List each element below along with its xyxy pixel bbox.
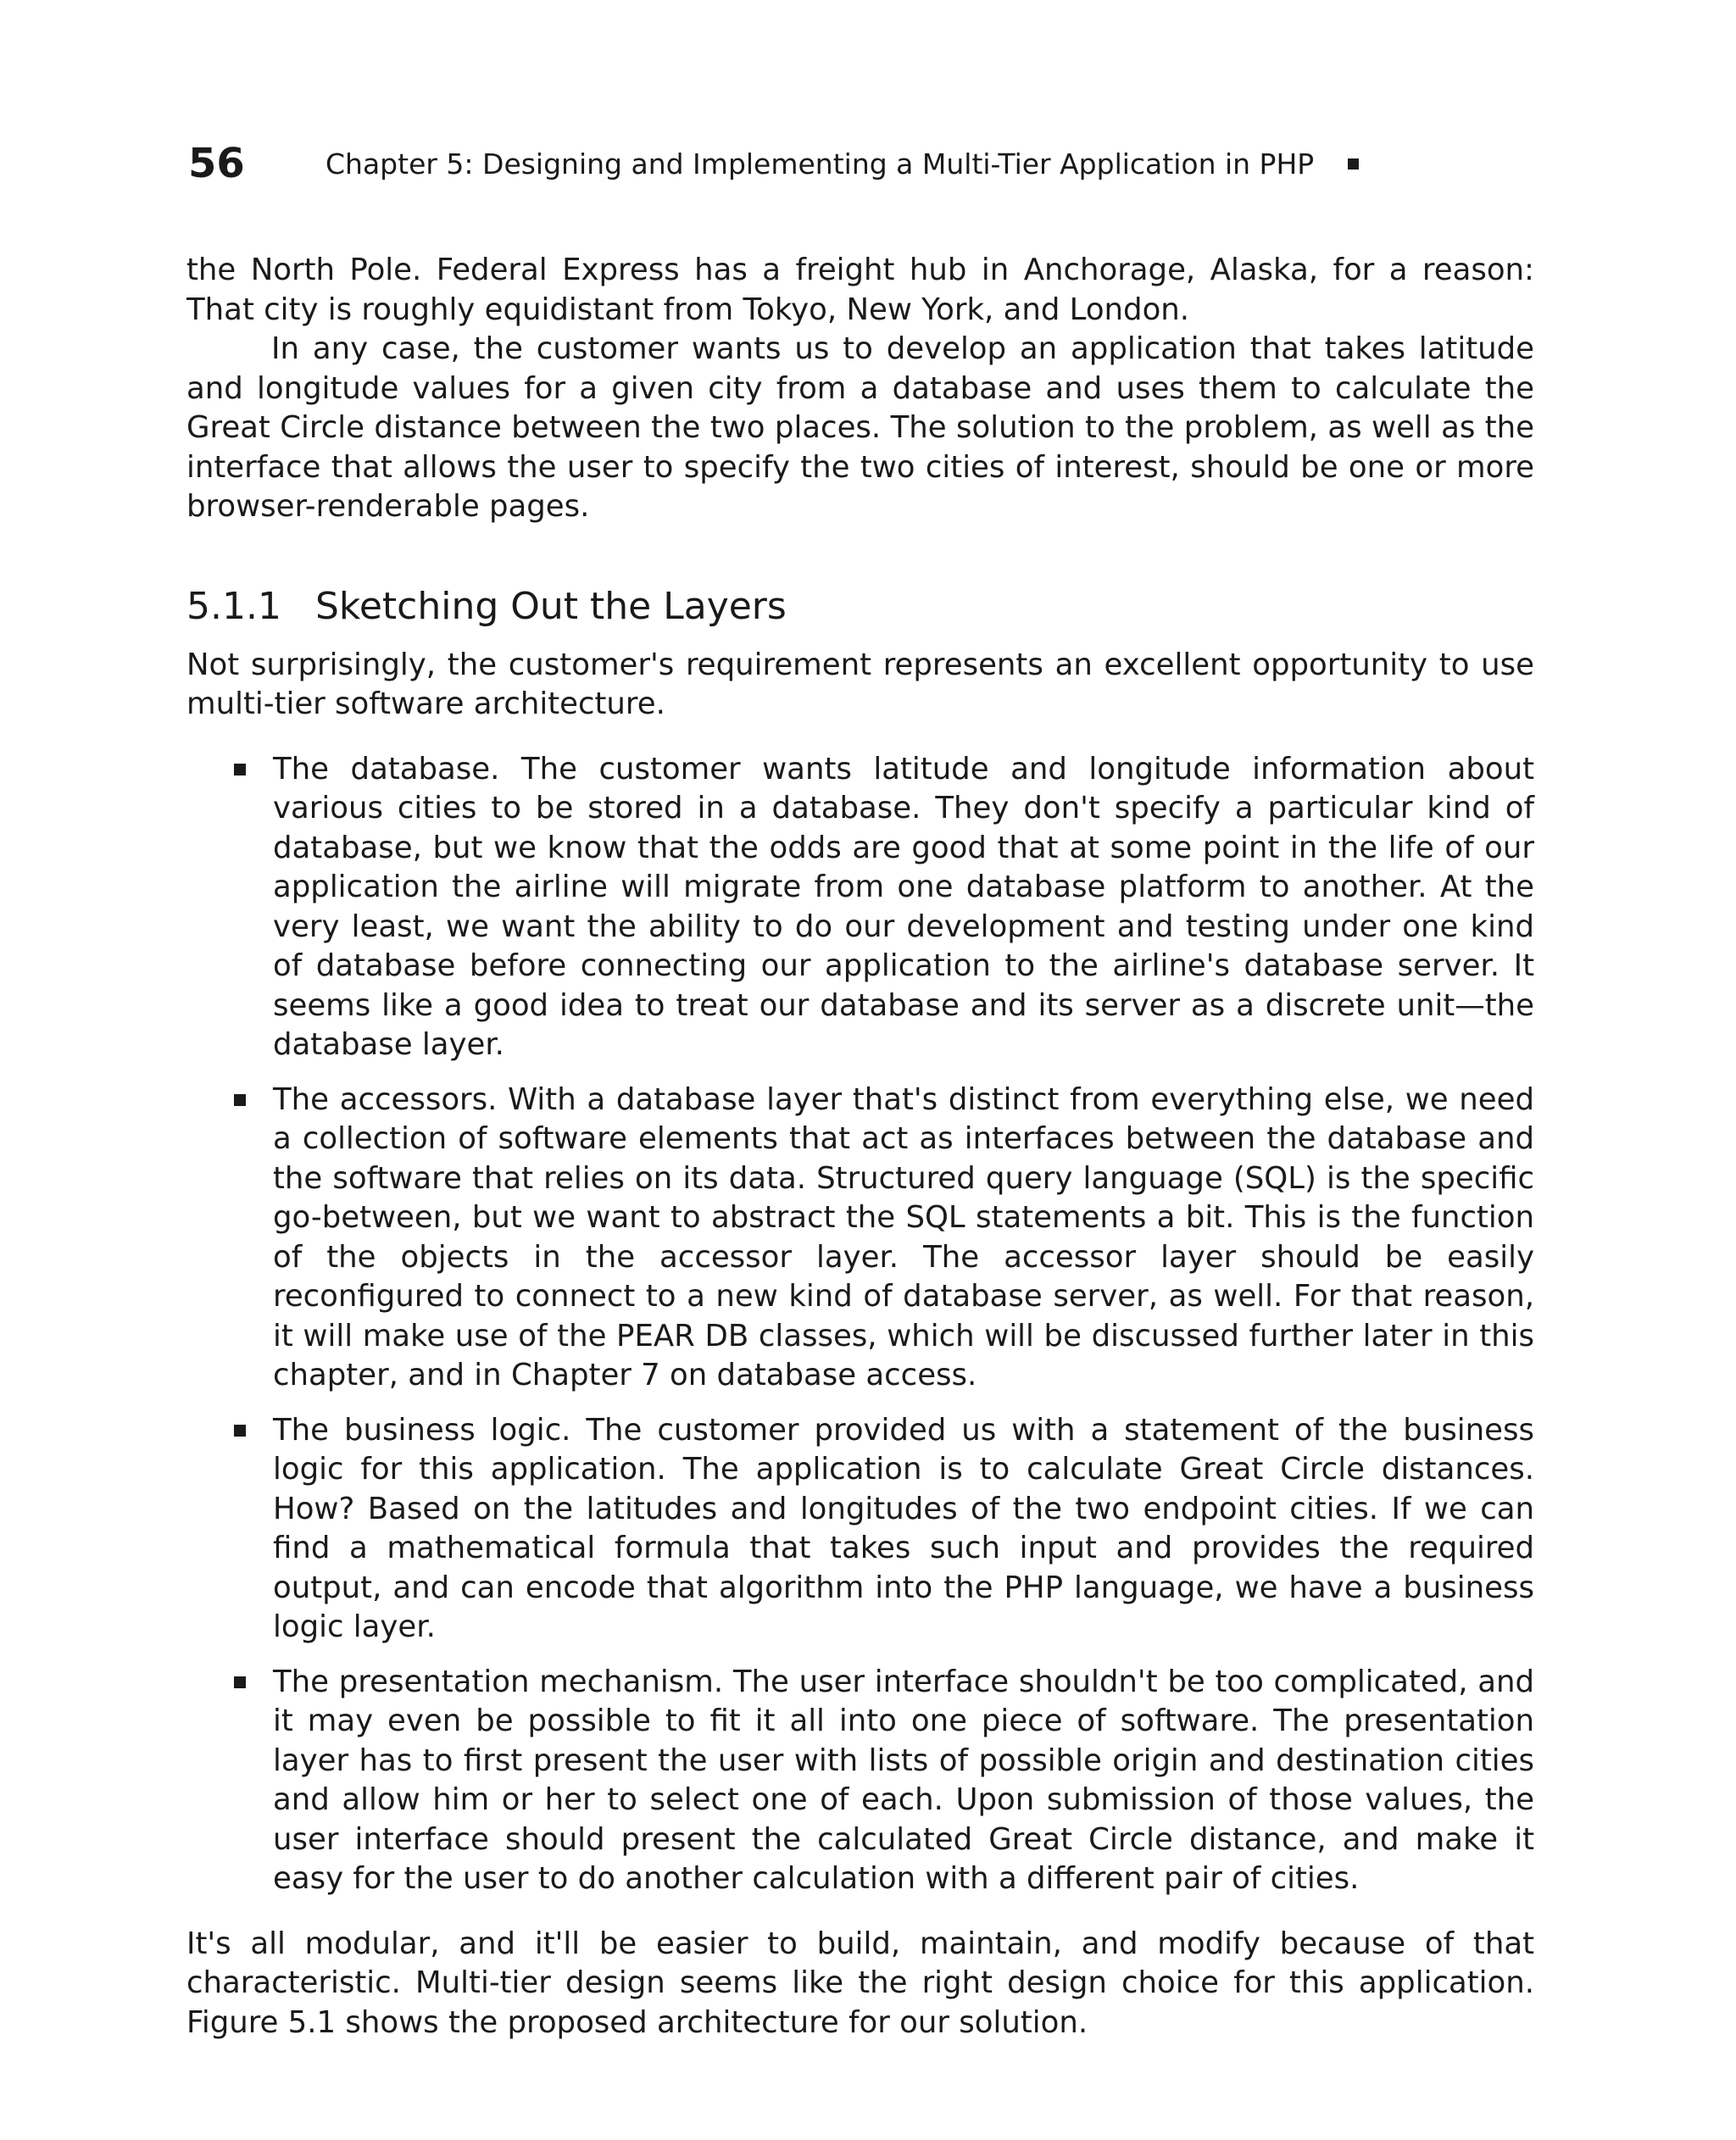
bullet-square-icon	[234, 1425, 246, 1437]
bullet-square-icon	[234, 1094, 246, 1106]
section-heading	[186, 583, 1534, 631]
list-item-presentation	[186, 1663, 1534, 1899]
list-item-text: The presentation mechanism. The user interface shouldn't be too complicated, and it may even be possible to fit it all into one piece of software. The presentation layer has to first present the user with lists of possible origin and destination cities and allow him or her to select one of each. Upon submission of those values, the user interface should present the calculated Great Circle distance, and make it easy for the user to do another calculation with a different pair of cities.	[273, 1664, 1534, 1896]
list-item-text: The database. The customer wants latitude and longitude information about various cities to be stored in a database. They don't specify a particular kind of database, but we know that the odds are good that at some point in the life of our application the airline will migrate from one database platform to another. At the very least, we want the ability to do our development and testing under one kind of database before connecting our application to the airline's database server. It seems like a good idea to treat our database and its server as a discrete unit—the database layer.	[273, 751, 1534, 1062]
page-header	[188, 134, 1544, 193]
running-head: Chapter 5: Designing and Implementing a Multi-Tier Application in PHP	[326, 147, 1315, 181]
bullet-square-icon	[234, 764, 246, 775]
page-number: 56	[188, 140, 245, 187]
list-item-database	[186, 750, 1534, 1065]
list-item-text: The business logic. The customer provided us with a statement of the business logic for this application. The application is to calculate Great Circle distances. How? Based on the latitudes and longitudes of the two endpoint cities. If we can find a mathematical formula that takes such input and provides the required output, and can encode that algorithm into the PHP language, we have a business logic layer.	[273, 1412, 1534, 1644]
bullet-square-icon	[234, 1676, 246, 1688]
section-title: Sketching Out the Layers	[315, 584, 787, 628]
list-item-text: The accessors. With a database layer that's distinct from everything else, we need a collection of software elements that act as interfaces between the database and the software that relies on its data. Structured query language (SQL) is the specific go-between, but we want to abstract the SQL statements a bit. This is the function of the objects in the accessor layer. The accessor layer should be easily reconfigured to connect to a new kind of database server, as well. For that reason, it will make use of the PEAR DB classes, which will be discussed further later in this chapter, and in Chapter 7 on database access.	[273, 1081, 1534, 1392]
list-item-business-logic	[186, 1411, 1534, 1648]
header-square-marker	[1348, 158, 1359, 170]
closing-paragraph: It's all modular, and it'll be easier to build, maintain, and modify because of that characteristic. Multi-tier design seems like the right design choice for this application. Figure 5.1 shows the proposed architecture for our solution.	[186, 1926, 1534, 2040]
page-body	[186, 251, 1534, 2043]
section-number: 5.1.1	[186, 584, 281, 628]
layer-list	[186, 750, 1534, 1899]
section-lead-paragraph: Not surprisingly, the customer's requirement represents an excellent opportunity to use multi-tier software architecture.	[186, 647, 1534, 721]
intro-paragraph-2: In any case, the customer wants us to develop an application that takes latitude and longitude values for a given city from a database and uses them to calculate the Great Circle distance between the two places. The solution to the problem, as well as the interface that allows the user to specify the two cities of interest, should be one or more browser-renderable pages.	[186, 331, 1534, 524]
intro-paragraph-1: the North Pole. Federal Express has a freight hub in Anchorage, Alaska, for a reason: That city is roughly equidistant from Tokyo, New York, and London.	[186, 253, 1534, 327]
list-item-accessors	[186, 1081, 1534, 1396]
